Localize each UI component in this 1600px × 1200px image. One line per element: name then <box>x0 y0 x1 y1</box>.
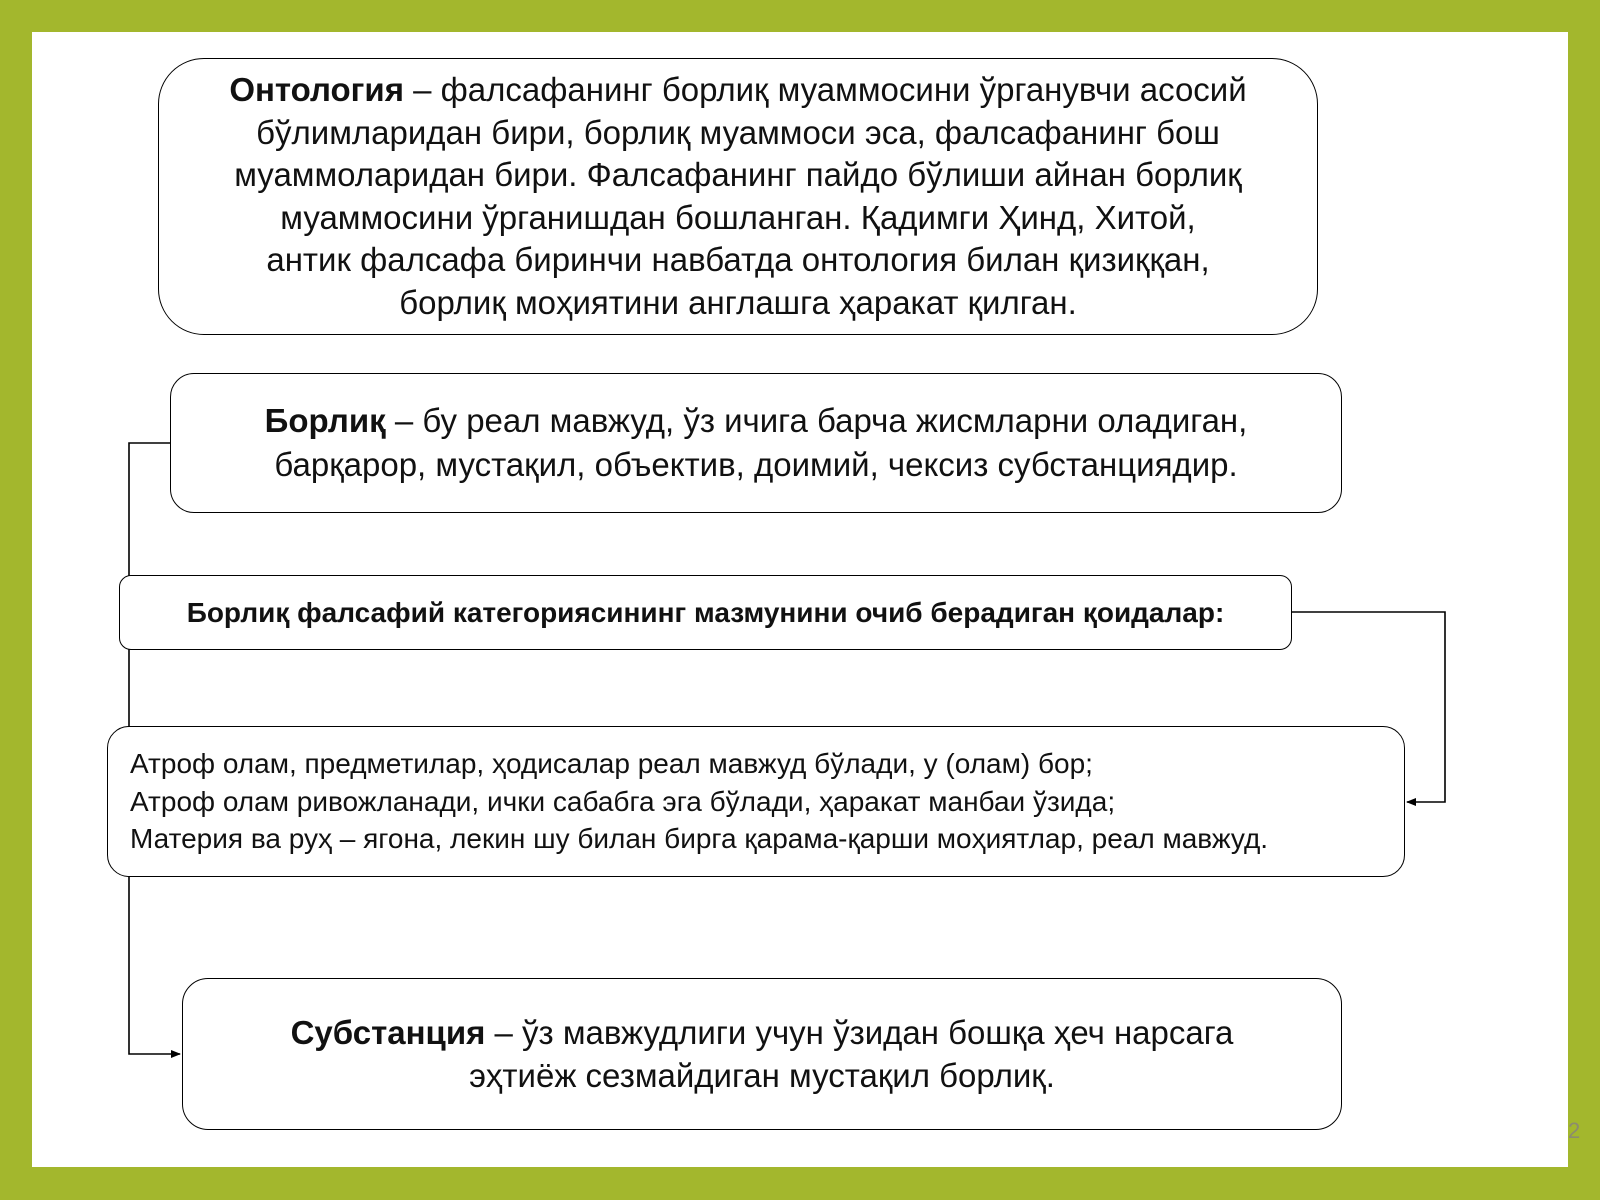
ontology-line-5: антик фалсафа биринчи навбатда онтология билан қизиққан, <box>266 241 1210 278</box>
substance-term: Субстанция <box>290 1014 486 1051</box>
rules-box <box>107 726 1405 877</box>
borlik-definition-box <box>170 373 1342 513</box>
borlik-term: Борлиқ <box>264 402 386 439</box>
substance-line-1: – ўз мавжудлиги учун ўзидан бошқа ҳеч нарсага <box>485 1014 1234 1051</box>
substance-definition-text <box>291 1011 1234 1097</box>
borlik-line-1: – бу реал мавжуд, ўз ичига барча жисмларни оладиган, <box>385 402 1248 439</box>
substance-definition-box <box>182 978 1342 1130</box>
rule-item: Атроф олам ривожланади, ички сабабга эга бўлади, ҳаракат манбаи ўзида; <box>130 785 1116 817</box>
ontology-definition-box <box>158 58 1318 335</box>
rule-item: Материя ва руҳ – ягона, лекин шу билан бирга қарама-қарши моҳиятлар, реал мавжуд. <box>130 823 1269 855</box>
ontology-line-1: – фалсафанинг борлиқ муаммосини ўрганувчи асосий <box>403 71 1247 108</box>
ontology-term: Онтология <box>229 71 404 108</box>
rule-item: Атроф олам, предметилар, ҳодисалар реал мавжуд бўлади, у (олам) бор; <box>130 748 1093 780</box>
ontology-definition-text <box>229 69 1246 324</box>
ontology-line-4: муаммосини ўрганишдан бошланган. Қадимги Ҳинд, Хитой, <box>280 198 1196 236</box>
rules-title: Борлиқ фалсафий категориясининг мазмунини очиб берадиган қоидалар: <box>186 596 1225 628</box>
ontology-line-2: бўлимларидан бири, борлиқ муаммоси эса, фалсафанинг бош <box>256 113 1220 151</box>
page-number: 2 <box>1568 1118 1581 1143</box>
substance-line-2: эҳтиёж сезмайдиган мустақил борлиқ. <box>469 1057 1055 1094</box>
borlik-definition-text <box>265 399 1248 487</box>
ontology-line-6: борлиқ моҳиятини англашга ҳаракат қилган. <box>399 283 1077 321</box>
rules-title-box <box>119 575 1292 650</box>
ontology-line-3: муаммоларидан бири. Фалсафанинг пайдо бўлиши айнан борлиқ <box>234 156 1242 193</box>
rules-list <box>130 745 1268 858</box>
borlik-line-2: барқарор, мустақил, объектив, доимий, чексиз субстанциядир. <box>274 446 1238 483</box>
